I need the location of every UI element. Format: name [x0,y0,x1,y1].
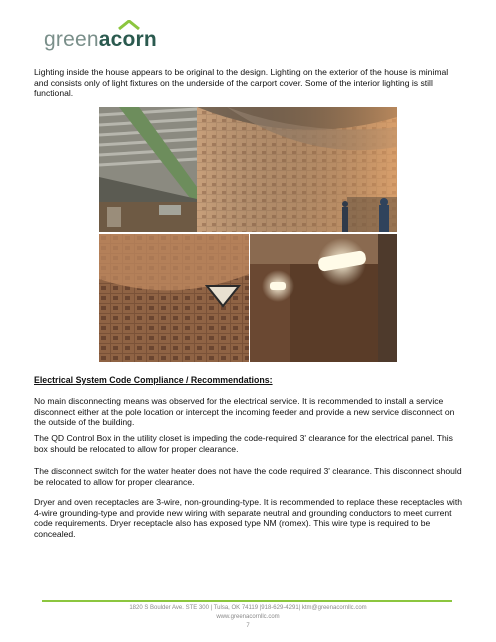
recommendation-paragraph: Dryer and oven receptacles are 3-wire, non-grounding-type. It is recommended to replace these receptacles with 4-wire grounding-type and provide new wiring with separate neutral and grounding conductors to meet current code requirements. Dryer receptacle also has exposed type NM (romex). This wire type is required to be concealed. [34,497,462,539]
recommendation-paragraph: The QD Control Box in the utility closet is impeding the code-required 3' clearance for the electrical panel. This box should be relocated to allow for proper clearance. [34,433,453,454]
page-number: 7 [246,623,250,629]
intro-paragraph: Lighting inside the house appears to be original to the design. Lighting on the exterior of the house is minimal and consists only of light fixtures on the underside of the carport cover. Some of the interior lighting is still functional. [34,67,449,99]
logo-word-acorn: acorn [98,28,157,51]
logo-wordmark [44,28,157,52]
shingled-hallway-photo [197,107,397,232]
wall-sconce-photo [250,234,397,362]
carport-underside-photo [99,107,197,232]
recommendation-paragraph: No main disconnecting means was observed for the electrical service. It is recommended to install a service disconnect either at the pole location or intercept the incoming feeder and provide a new service disconnect on the outside of the building. [34,396,455,428]
recommendation-paragraph: The disconnect switch for the water heater does not have the code required 3' clearance. This disconnect should be relocated to allow for proper clearance. [34,466,462,487]
footer-divider [42,600,452,602]
footer-website: www.greenacornllc.com [216,614,280,620]
logo-word-green: green [44,28,99,51]
ceiling-light-fixture-photo [99,234,249,362]
photo-collage [99,107,397,362]
section-heading: Electrical System Code Compliance / Recommendations: [34,375,273,385]
footer-address: 1820 S Boulder Ave. STE 300 | Tulsa, OK 74119 |918-629-4291| ktm@greenacornllc.com [129,605,367,611]
